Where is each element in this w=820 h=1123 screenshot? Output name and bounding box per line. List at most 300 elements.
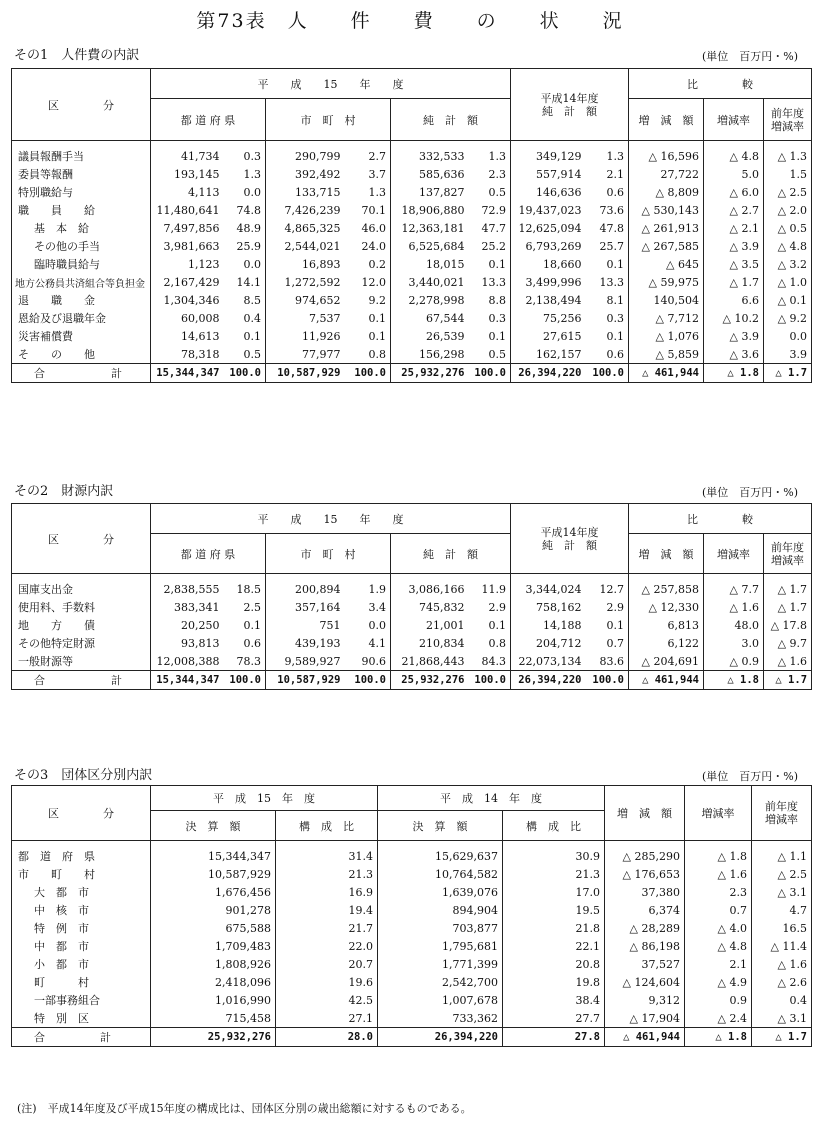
cell-value: 2,542,700 — [378, 973, 503, 991]
cell-value: △ 2.6 — [752, 973, 812, 991]
cell-value: 15,344,347 — [151, 364, 224, 383]
cell-value: 0.0 — [345, 616, 391, 634]
table-row — [12, 991, 812, 1009]
row-label: 国庫支出金 — [12, 574, 151, 599]
row-label: 特 別 区 — [12, 1009, 151, 1028]
cell-value: 745,832 — [391, 598, 469, 616]
cell-value: △ 1.7 — [764, 598, 812, 616]
cell-value: 10,587,929 — [266, 671, 345, 690]
cell-value: 0.1 — [586, 327, 629, 345]
row-label: 使用料、手数料 — [12, 598, 151, 616]
header-h14: 平成14年度 純 計 額 — [511, 504, 629, 574]
row-label: 委員等報酬 — [12, 165, 151, 183]
cell-value: △ 285,290 — [605, 841, 685, 866]
cell-value: 100.0 — [224, 671, 266, 690]
cell-value: △ 4.9 — [685, 973, 752, 991]
cell-value: 8.1 — [586, 291, 629, 309]
cell-value: △ 0.1 — [764, 291, 812, 309]
cell-value: 585,636 — [391, 165, 469, 183]
cell-value: 8.5 — [224, 291, 266, 309]
cell-value: 27,722 — [629, 165, 704, 183]
cell-value: 21.8 — [503, 919, 605, 937]
cell-value: △ 2.5 — [764, 183, 812, 201]
cell-value: 21.3 — [503, 865, 605, 883]
cell-value: 439,193 — [266, 634, 345, 652]
cell-value: 0.1 — [224, 616, 266, 634]
cell-value: 77,977 — [266, 345, 345, 364]
cell-value: 1,808,926 — [151, 955, 276, 973]
cell-value: △ 11.4 — [752, 937, 812, 955]
cell-value: 1,007,678 — [378, 991, 503, 1009]
cell-value: 1.3 — [345, 183, 391, 201]
cell-value: 210,834 — [391, 634, 469, 652]
cell-value: △ 2.7 — [704, 201, 764, 219]
cell-value: △ 17.8 — [764, 616, 812, 634]
cell-value: 25,932,276 — [151, 1028, 276, 1047]
cell-value: 38.4 — [503, 991, 605, 1009]
cell-value: 78.3 — [224, 652, 266, 671]
table-row — [12, 901, 812, 919]
cell-value: 2.9 — [469, 598, 511, 616]
cell-value: 11,926 — [266, 327, 345, 345]
header-change-rate: 増減率 — [704, 99, 764, 141]
cell-value: △ 4.8 — [685, 937, 752, 955]
cell-value: 901,278 — [151, 901, 276, 919]
cell-value: △ 3.2 — [764, 255, 812, 273]
cell-value: △ 4.0 — [685, 919, 752, 937]
cell-value: 0.1 — [345, 309, 391, 327]
cell-value: △ 5,859 — [629, 345, 704, 364]
table-row — [12, 919, 812, 937]
cell-value: 27,615 — [511, 327, 586, 345]
cell-value: 19.5 — [503, 901, 605, 919]
cell-value: 22.0 — [276, 937, 378, 955]
cell-value: 0.5 — [469, 345, 511, 364]
table-row — [12, 273, 812, 291]
cell-value: △ 461,944 — [629, 364, 704, 383]
cell-value: 100.0 — [345, 671, 391, 690]
cell-value: △ 1.3 — [764, 141, 812, 166]
cell-value: △ 6.0 — [704, 183, 764, 201]
cell-value: 0.8 — [469, 634, 511, 652]
cell-value: 751 — [266, 616, 345, 634]
cell-value: 6,374 — [605, 901, 685, 919]
header-city: 市 町 村 — [266, 99, 391, 141]
cell-value: 9.2 — [345, 291, 391, 309]
cell-value: 1,795,681 — [378, 937, 503, 955]
cell-value: 3,499,996 — [511, 273, 586, 291]
cell-value: 1,304,346 — [151, 291, 224, 309]
header-net: 純 計 額 — [391, 99, 511, 141]
cell-value: △ 645 — [629, 255, 704, 273]
cell-value: 14.1 — [224, 273, 266, 291]
cell-value: 2,138,494 — [511, 291, 586, 309]
cell-value: 73.6 — [586, 201, 629, 219]
header-hikaku: 比 較 — [629, 69, 812, 99]
cell-value: 2.3 — [469, 165, 511, 183]
cell-value: 200,894 — [266, 574, 345, 599]
cell-value: 26,394,220 — [378, 1028, 503, 1047]
cell-value: 25.7 — [586, 237, 629, 255]
cell-value: 7,537 — [266, 309, 345, 327]
header-hikaku: 比 較 — [629, 504, 812, 534]
row-label: 基 本 給 — [12, 219, 151, 237]
cell-value: △ 3.6 — [704, 345, 764, 364]
cell-value: △ 7.7 — [704, 574, 764, 599]
cell-value: △ 1.7 — [764, 671, 812, 690]
header-change-amount: 増 減 額 — [629, 99, 704, 141]
cell-value: 47.7 — [469, 219, 511, 237]
row-label: 都 道 府 県 — [12, 841, 151, 866]
cell-value: △ 3.1 — [752, 1009, 812, 1028]
cell-value: 19,437,023 — [511, 201, 586, 219]
cell-value: 18,015 — [391, 255, 469, 273]
cell-value: 4,113 — [151, 183, 224, 201]
cell-value: 25.2 — [469, 237, 511, 255]
cell-value: 0.3 — [224, 141, 266, 166]
cell-value: △ 7,712 — [629, 309, 704, 327]
table-row — [12, 201, 812, 219]
header-kosei-15: 構 成 比 — [276, 811, 378, 841]
row-label: 一部事務組合 — [12, 991, 151, 1009]
cell-value: 3.7 — [345, 165, 391, 183]
cell-value: 1,639,076 — [378, 883, 503, 901]
cell-value: 0.1 — [586, 616, 629, 634]
cell-value: 15,344,347 — [151, 671, 224, 690]
cell-value: △ 86,198 — [605, 937, 685, 955]
table-row — [12, 255, 812, 273]
cell-value: 12,625,094 — [511, 219, 586, 237]
row-label: 中 核 市 — [12, 901, 151, 919]
cell-value: △ 0.5 — [764, 219, 812, 237]
header-prefecture: 都 道 府 県 — [151, 534, 266, 574]
cell-value: 16.5 — [752, 919, 812, 937]
cell-value: △ 2.0 — [764, 201, 812, 219]
cell-value: △ 1.6 — [704, 598, 764, 616]
cell-value: 349,129 — [511, 141, 586, 166]
cell-value: 894,904 — [378, 901, 503, 919]
cell-value: △ 28,289 — [605, 919, 685, 937]
cell-value: △ 1,076 — [629, 327, 704, 345]
table-row — [12, 237, 812, 255]
cell-value: 3,344,024 — [511, 574, 586, 599]
row-label: 災害補償費 — [12, 327, 151, 345]
row-label: その他特定財源 — [12, 634, 151, 652]
cell-value: 13.3 — [469, 273, 511, 291]
header-prev-rate: 前年度 増減率 — [752, 786, 812, 841]
cell-value: 25,932,276 — [391, 671, 469, 690]
cell-value: 193,145 — [151, 165, 224, 183]
cell-value: 1,123 — [151, 255, 224, 273]
row-label: 小 都 市 — [12, 955, 151, 973]
cell-value: 758,162 — [511, 598, 586, 616]
cell-value: 0.1 — [469, 327, 511, 345]
cell-value: 2,838,555 — [151, 574, 224, 599]
cell-value: 2,278,998 — [391, 291, 469, 309]
table-row — [12, 327, 812, 345]
cell-value: 1,771,399 — [378, 955, 503, 973]
cell-value: 383,341 — [151, 598, 224, 616]
row-label: 合 計 — [12, 671, 151, 690]
row-label: そ の 他 — [12, 345, 151, 364]
cell-value: 78,318 — [151, 345, 224, 364]
cell-value: 0.0 — [764, 327, 812, 345]
cell-value: 15,629,637 — [378, 841, 503, 866]
section-3-title: その3 団体区分別内訳 — [14, 768, 153, 783]
header-h14: 平成14年度 純 計 額 — [511, 69, 629, 141]
cell-value: 0.8 — [345, 345, 391, 364]
cell-value: 31.4 — [276, 841, 378, 866]
cell-value: 290,799 — [266, 141, 345, 166]
cell-value: 9,589,927 — [266, 652, 345, 671]
cell-value: 6,793,269 — [511, 237, 586, 255]
cell-value: 0.9 — [685, 991, 752, 1009]
cell-value: 75,256 — [511, 309, 586, 327]
total-row — [12, 671, 812, 690]
cell-value: 20.7 — [276, 955, 378, 973]
table-row — [12, 937, 812, 955]
cell-value: 47.8 — [586, 219, 629, 237]
cell-value: △ 17,904 — [605, 1009, 685, 1028]
cell-value: 0.1 — [586, 255, 629, 273]
header-h15: 平 成 15 年 度 — [151, 69, 511, 99]
cell-value: 27.1 — [276, 1009, 378, 1028]
cell-value: 3.4 — [345, 598, 391, 616]
cell-value: 146,636 — [511, 183, 586, 201]
cell-value: △ 59,975 — [629, 273, 704, 291]
cell-value: 18,906,880 — [391, 201, 469, 219]
cell-value: 20.8 — [503, 955, 605, 973]
cell-value: 2.9 — [586, 598, 629, 616]
cell-value: 46.0 — [345, 219, 391, 237]
cell-value: 703,877 — [378, 919, 503, 937]
cell-value: 15,344,347 — [151, 841, 276, 866]
cell-value: 0.3 — [469, 309, 511, 327]
section-2-title: その2 財源内訳 — [14, 484, 114, 499]
table-row — [12, 219, 812, 237]
cell-value: 2,167,429 — [151, 273, 224, 291]
cell-value: △ 4.8 — [704, 141, 764, 166]
cell-value: 1.3 — [586, 141, 629, 166]
total-row — [12, 1028, 812, 1047]
cell-value: 6,525,684 — [391, 237, 469, 255]
cell-value: 0.5 — [469, 183, 511, 201]
cell-value: △ 1.7 — [764, 364, 812, 383]
table-row — [12, 652, 812, 671]
page-title: 第73表 人 件 費 の 状 況 — [196, 10, 624, 32]
cell-value: △ 261,913 — [629, 219, 704, 237]
cell-value: 42.5 — [276, 991, 378, 1009]
footnote: (注) 平成14年度及び平成15年度の構成比は、団体区分別の歳出総額に対するものである。 — [17, 1102, 472, 1115]
cell-value: 9,312 — [605, 991, 685, 1009]
cell-value: 2.3 — [685, 883, 752, 901]
cell-value: △ 530,143 — [629, 201, 704, 219]
row-label: 市 町 村 — [12, 865, 151, 883]
cell-value: 27.8 — [503, 1028, 605, 1047]
cell-value: 24.0 — [345, 237, 391, 255]
cell-value: 48.0 — [704, 616, 764, 634]
cell-value: 7,426,239 — [266, 201, 345, 219]
cell-value: 0.1 — [469, 616, 511, 634]
table-row — [12, 841, 812, 866]
cell-value: 0.2 — [345, 255, 391, 273]
cell-value: 10,587,929 — [151, 865, 276, 883]
table-personnel-breakdown — [11, 68, 812, 383]
cell-value: 1,676,456 — [151, 883, 276, 901]
cell-value: △ 0.9 — [704, 652, 764, 671]
cell-value: 5.0 — [704, 165, 764, 183]
cell-value: 100.0 — [224, 364, 266, 383]
row-label: 合 計 — [12, 1028, 151, 1047]
cell-value: △ 2.5 — [752, 865, 812, 883]
cell-value: 12,008,388 — [151, 652, 224, 671]
row-label: 職 員 給 — [12, 201, 151, 219]
row-label: 特別職給与 — [12, 183, 151, 201]
table-row — [12, 309, 812, 327]
cell-value: 19.8 — [503, 973, 605, 991]
header-prefecture: 都 道 府 県 — [151, 99, 266, 141]
cell-value: 60,008 — [151, 309, 224, 327]
cell-value: 21,001 — [391, 616, 469, 634]
table-row — [12, 574, 812, 599]
cell-value: 557,914 — [511, 165, 586, 183]
cell-value: 90.6 — [345, 652, 391, 671]
cell-value: △ 1.7 — [704, 273, 764, 291]
cell-value: 1.3 — [469, 141, 511, 166]
cell-value: △ 1.7 — [764, 574, 812, 599]
cell-value: △ 8,809 — [629, 183, 704, 201]
cell-value: 67,544 — [391, 309, 469, 327]
cell-value: 0.6 — [586, 183, 629, 201]
cell-value: 1,272,592 — [266, 273, 345, 291]
cell-value: 26,394,220 — [511, 364, 586, 383]
cell-value: 140,504 — [629, 291, 704, 309]
header-change-amount: 増 減 額 — [629, 534, 704, 574]
cell-value: 100.0 — [586, 364, 629, 383]
cell-value: 21.3 — [276, 865, 378, 883]
unit-label-3: (単位 百万円・%) — [701, 770, 798, 783]
row-label: 町 村 — [12, 973, 151, 991]
cell-value: 204,712 — [511, 634, 586, 652]
cell-value: 0.4 — [752, 991, 812, 1009]
cell-value: △ 124,604 — [605, 973, 685, 991]
cell-value: △ 10.2 — [704, 309, 764, 327]
cell-value: 11.9 — [469, 574, 511, 599]
cell-value: 70.1 — [345, 201, 391, 219]
cell-value: 0.1 — [469, 255, 511, 273]
cell-value: 1,709,483 — [151, 937, 276, 955]
cell-value: 0.5 — [224, 345, 266, 364]
cell-value: 0.6 — [586, 345, 629, 364]
header-kessan-14: 決 算 額 — [378, 811, 503, 841]
cell-value: △ 1.8 — [685, 841, 752, 866]
cell-value: 137,827 — [391, 183, 469, 201]
table-row — [12, 598, 812, 616]
cell-value: △ 1.7 — [752, 1028, 812, 1047]
cell-value: △ 461,944 — [605, 1028, 685, 1047]
cell-value: 3,086,166 — [391, 574, 469, 599]
cell-value: 1.5 — [764, 165, 812, 183]
cell-value: 3.9 — [764, 345, 812, 364]
cell-value: 0.1 — [345, 327, 391, 345]
cell-value: 22.1 — [503, 937, 605, 955]
cell-value: △ 4.8 — [764, 237, 812, 255]
cell-value: 48.9 — [224, 219, 266, 237]
table-row — [12, 345, 812, 364]
table-row — [12, 165, 812, 183]
cell-value: 4,865,325 — [266, 219, 345, 237]
table-row — [12, 865, 812, 883]
cell-value: 2.7 — [345, 141, 391, 166]
table-row — [12, 634, 812, 652]
header-kubun: 区 分 — [12, 69, 151, 141]
row-label: 中 都 市 — [12, 937, 151, 955]
cell-value: 675,588 — [151, 919, 276, 937]
cell-value: 0.0 — [224, 183, 266, 201]
cell-value: △ 1.6 — [685, 865, 752, 883]
cell-value: 8.8 — [469, 291, 511, 309]
cell-value: 100.0 — [469, 671, 511, 690]
cell-value: 16,893 — [266, 255, 345, 273]
cell-value: △ 2.1 — [704, 219, 764, 237]
cell-value: 0.1 — [224, 327, 266, 345]
cell-value: 12.0 — [345, 273, 391, 291]
cell-value: 18,660 — [511, 255, 586, 273]
table-row — [12, 141, 812, 166]
cell-value: △ 9.7 — [764, 634, 812, 652]
cell-value: 10,764,582 — [378, 865, 503, 883]
cell-value: 11,480,641 — [151, 201, 224, 219]
table-row — [12, 616, 812, 634]
cell-value: △ 12,330 — [629, 598, 704, 616]
cell-value: 100.0 — [586, 671, 629, 690]
cell-value: 7,497,856 — [151, 219, 224, 237]
cell-value: 392,492 — [266, 165, 345, 183]
cell-value: 21.7 — [276, 919, 378, 937]
table-body — [12, 841, 812, 1047]
cell-value: △ 1.0 — [764, 273, 812, 291]
cell-value: △ 204,691 — [629, 652, 704, 671]
cell-value: 974,652 — [266, 291, 345, 309]
cell-value: 84.3 — [469, 652, 511, 671]
table-funding-breakdown — [11, 503, 812, 690]
cell-value: △ 1.8 — [685, 1028, 752, 1047]
cell-value: △ 1.6 — [752, 955, 812, 973]
cell-value: 3.0 — [704, 634, 764, 652]
cell-value: △ 1.8 — [704, 671, 764, 690]
cell-value: 156,298 — [391, 345, 469, 364]
row-label: 議員報酬手当 — [12, 141, 151, 166]
cell-value: 6,122 — [629, 634, 704, 652]
cell-value: 0.7 — [586, 634, 629, 652]
cell-value: 17.0 — [503, 883, 605, 901]
row-label: 恩給及び退職年金 — [12, 309, 151, 327]
cell-value: 14,188 — [511, 616, 586, 634]
cell-value: 2,544,021 — [266, 237, 345, 255]
cell-value: △ 16,596 — [629, 141, 704, 166]
cell-value: 2.1 — [685, 955, 752, 973]
header-prev-rate: 前年度 増減率 — [764, 99, 812, 141]
cell-value: 18.5 — [224, 574, 266, 599]
cell-value: 2,418,096 — [151, 973, 276, 991]
cell-value: 1.9 — [345, 574, 391, 599]
cell-value: △ 3.1 — [752, 883, 812, 901]
header-prev-rate: 前年度 増減率 — [764, 534, 812, 574]
table-row — [12, 291, 812, 309]
cell-value: 100.0 — [345, 364, 391, 383]
cell-value: 3,440,021 — [391, 273, 469, 291]
cell-value: 37,527 — [605, 955, 685, 973]
